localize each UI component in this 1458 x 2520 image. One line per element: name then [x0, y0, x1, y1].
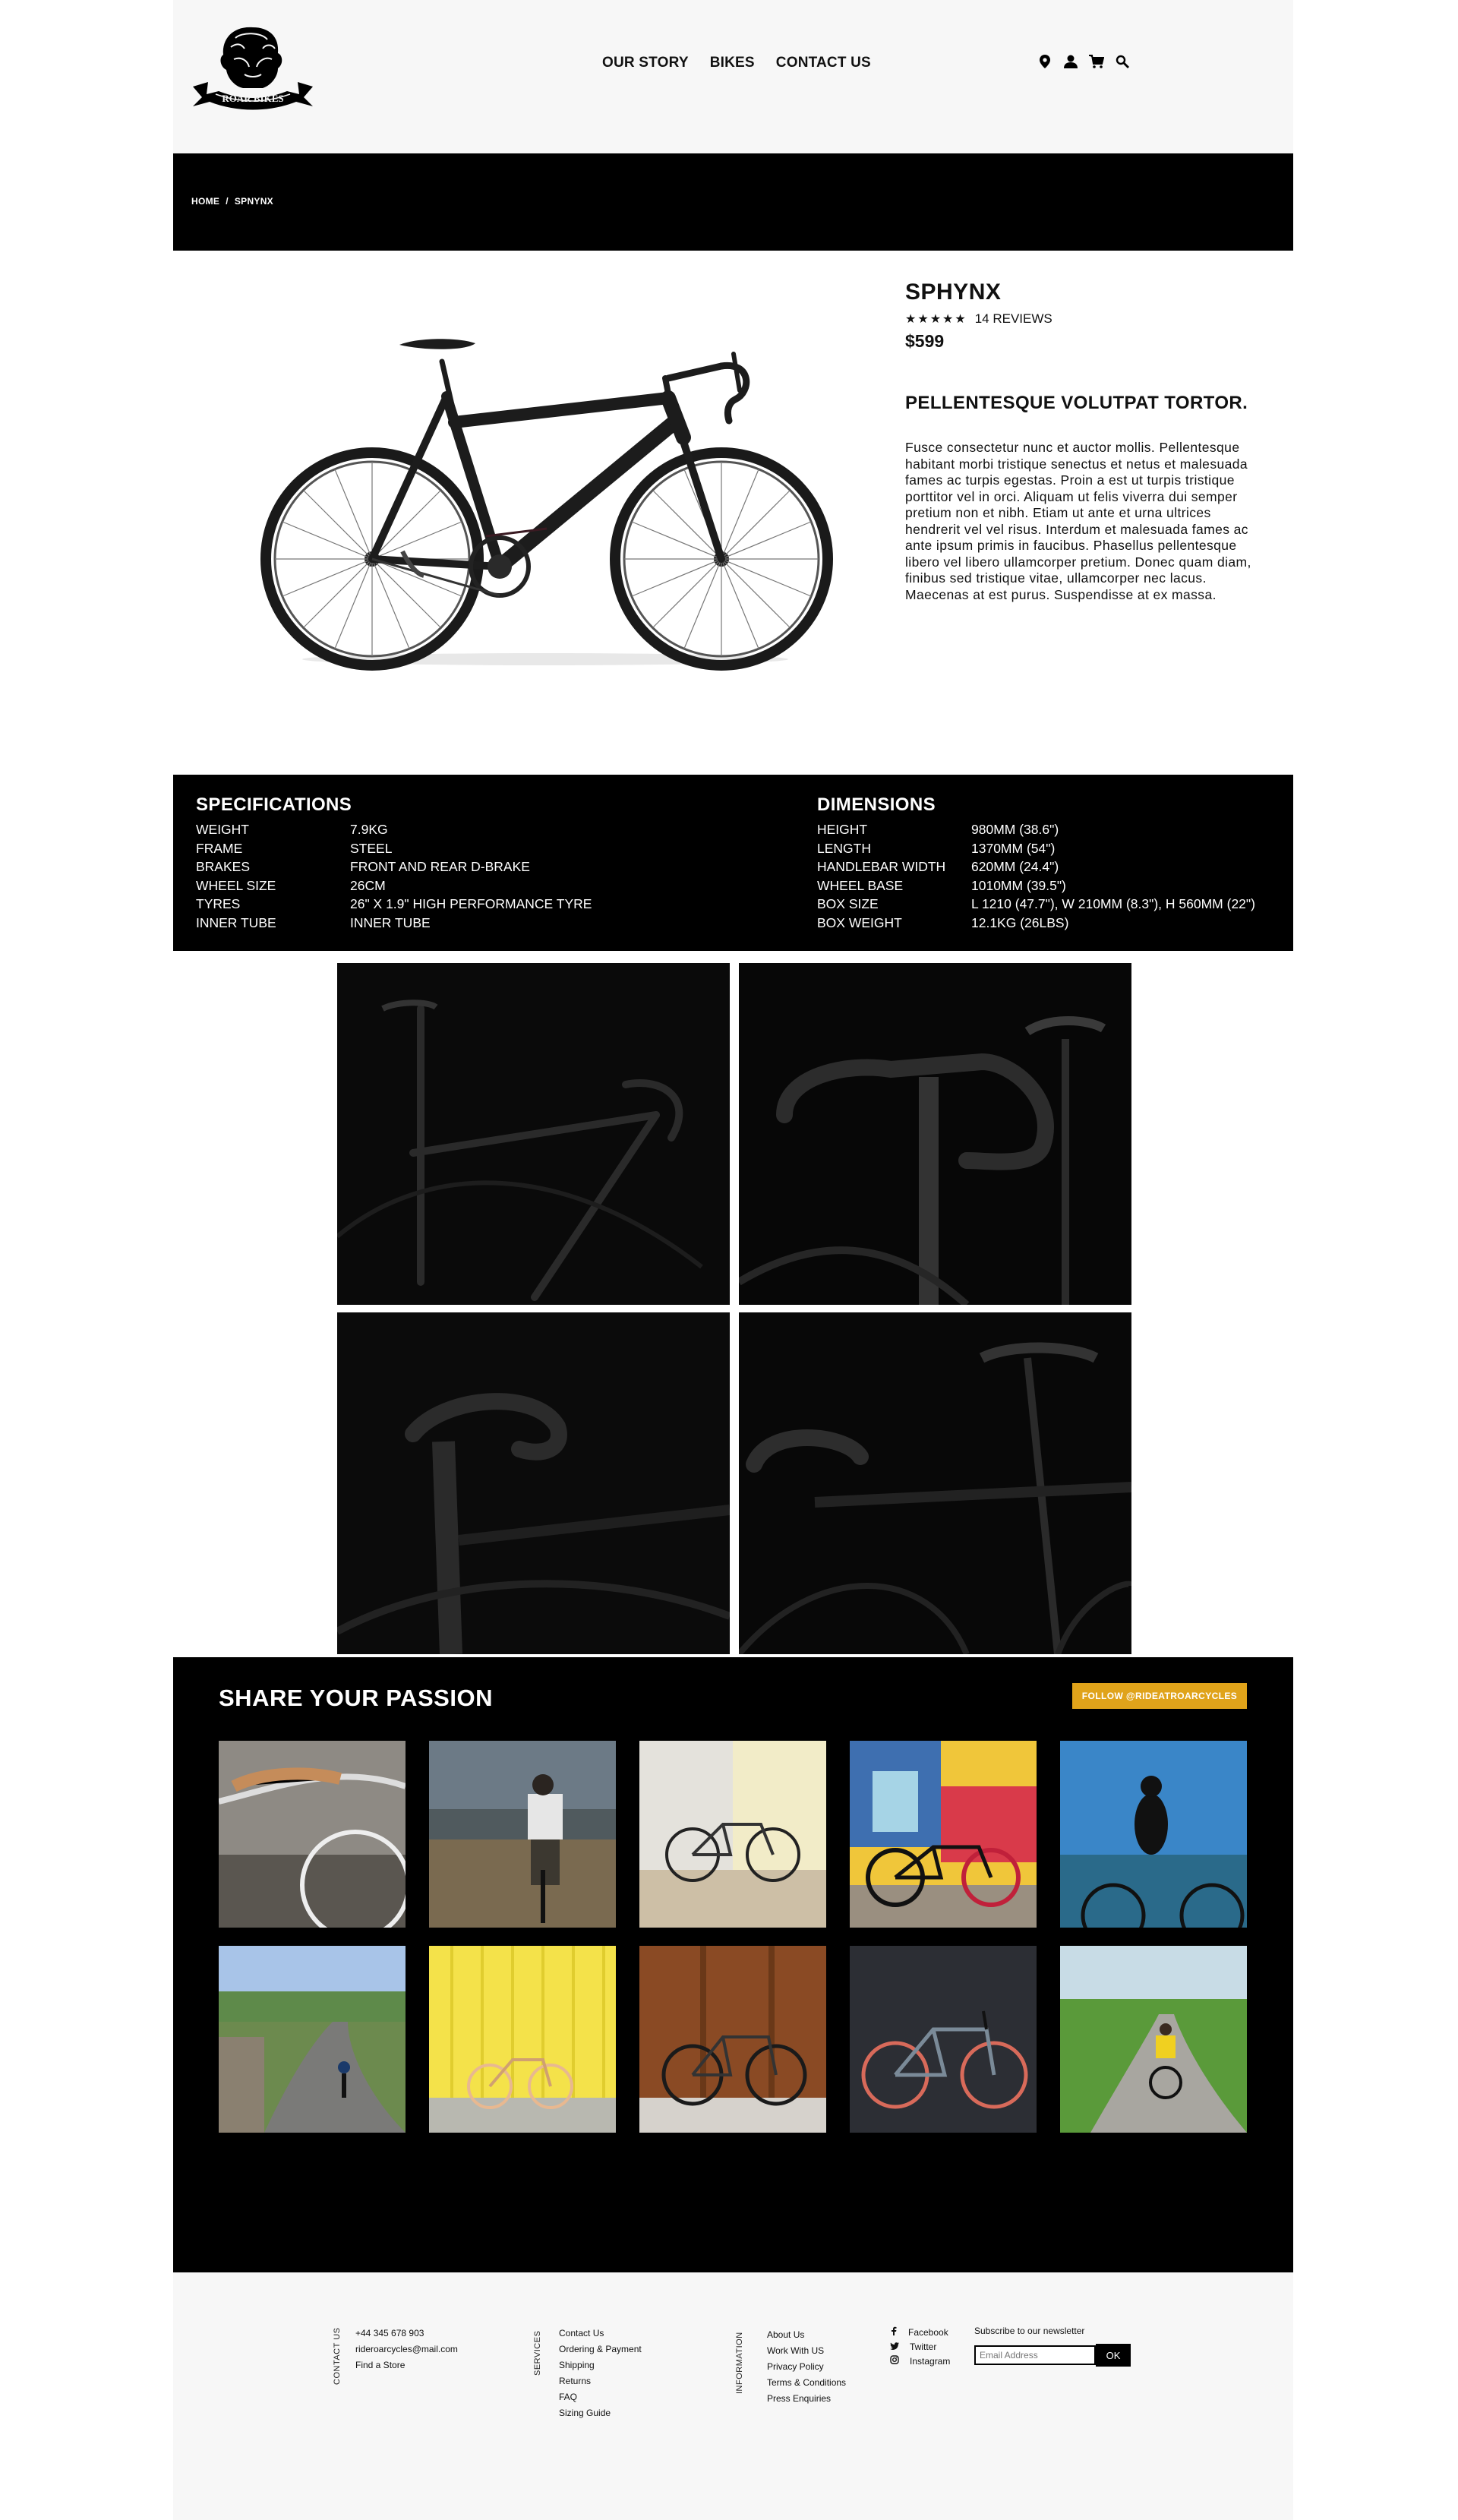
dimension-row: HANDLEBAR WIDTH 620MM (24.4") — [817, 859, 1059, 874]
footer-link[interactable]: Press Enquiries — [767, 2393, 832, 2404]
footer-link[interactable]: Contact Us — [559, 2328, 604, 2338]
footer-contact-label: CONTACT US — [333, 2327, 342, 2385]
passion-photo-9[interactable] — [850, 1946, 1037, 2133]
newsletter-label: Subscribe to our newsletter — [974, 2326, 1085, 2336]
social-instagram[interactable]: Instagram — [890, 2354, 950, 2369]
product-info — [905, 279, 1270, 603]
footer-information-label: INFORMATION — [735, 2332, 744, 2394]
passion-title: SHARE YOUR PASSION — [219, 1685, 493, 1711]
dimensions-table — [817, 794, 1255, 932]
location-icon[interactable] — [1037, 53, 1052, 70]
breadcrumb-current: SPNYNX — [234, 196, 273, 207]
footer-find-store[interactable]: Find a Store — [355, 2360, 406, 2370]
product-section — [173, 251, 1293, 775]
footer-link[interactable]: About Us — [767, 2329, 805, 2340]
dimension-row: BOX SIZE L 1210 (47.7"), W 210MM (8.3"), H 560MM (22") — [817, 896, 1255, 911]
footer-link[interactable]: Privacy Policy — [767, 2361, 824, 2372]
social-twitter[interactable]: Twitter — [890, 2340, 950, 2354]
spec-row: FRAME STEEL — [196, 840, 393, 856]
footer-link[interactable]: Returns — [559, 2376, 592, 2386]
product-subheading: PELLENTESQUE VOLUTPAT TORTOR. — [905, 393, 1248, 413]
spec-row: WEIGHT 7.9KG — [196, 822, 388, 837]
site-header — [173, 0, 1293, 153]
footer-link[interactable]: Terms & Conditions — [767, 2377, 847, 2388]
breadcrumb-band — [173, 153, 1293, 251]
facebook-icon — [890, 2326, 898, 2340]
spec-row: INNER TUBE INNER TUBE — [196, 914, 431, 930]
passion-photo-6[interactable] — [219, 1946, 406, 2133]
dimension-row: WHEEL BASE 1010MM (39.5") — [817, 877, 1066, 893]
nav-our-story[interactable]: OUR STORY — [602, 55, 689, 71]
twitter-icon — [890, 2340, 899, 2354]
footer-link[interactable]: FAQ — [559, 2392, 578, 2402]
newsletter-email-input[interactable] — [974, 2345, 1096, 2365]
follow-instagram-button[interactable]: FOLLOW @RIDEATROARCYCLES — [1072, 1683, 1247, 1709]
spec-row: WHEEL SIZE 26CM — [196, 877, 386, 893]
social-facebook[interactable]: Facebook — [890, 2326, 950, 2340]
search-icon[interactable] — [1115, 53, 1130, 70]
review-count[interactable]: 14 REVIEWS — [974, 311, 1052, 326]
main-nav — [602, 55, 871, 71]
nav-bikes[interactable]: BIKES — [709, 55, 755, 71]
footer-social-list — [890, 2326, 950, 2369]
passion-photo-1[interactable] — [219, 1741, 406, 1928]
specifications-title: SPECIFICATIONS — [196, 794, 352, 815]
cart-icon[interactable] — [1089, 53, 1104, 70]
header-icons — [1037, 53, 1130, 70]
dimension-row: LENGTH 1370MM (54") — [817, 840, 1056, 856]
dimension-row: BOX WEIGHT 12.1KG (26LBS) — [817, 914, 1069, 930]
gallery-image-seat[interactable] — [739, 1312, 1131, 1654]
dimension-row: HEIGHT 980MM (38.6") — [817, 822, 1059, 837]
instagram-icon — [890, 2354, 899, 2369]
footer-contact-list — [355, 2326, 458, 2373]
user-icon[interactable] — [1063, 53, 1078, 70]
nav-contact-us[interactable]: CONTACT US — [775, 55, 871, 71]
passion-photo-8[interactable] — [639, 1946, 826, 2133]
gallery-image-frame[interactable] — [337, 963, 730, 1305]
dimensions-title: DIMENSIONS — [817, 794, 936, 815]
gallery-image-front[interactable] — [337, 1312, 730, 1654]
product-description: Fusce consectetur nunc et auctor mollis. Pellentesque habitant morbi tristique senectus et netus et malesuada fames ac turpis egestas. Proin a est ut turpis tristique porttitor vel in orci. Aliquam ut felis viverra dui semper pretium non et nibh. Etiam ut ante et urna ultrices hendrerit vel vel risus. Interdum et malesuada fames ac ante ipsum primis in faucibus. Phasellus pellentesque libero vel libero ullamcorper pretium. Donec quam diam, finibus sed tristique vitae, ullamcorper nec lacus. Maecenas at est purus. Suspendisse at ex massa. — [905, 440, 1251, 602]
breadcrumb-home[interactable]: HOME — [191, 196, 220, 207]
breadcrumb — [191, 196, 273, 207]
logo-wordmark: ROAR BIKES — [222, 93, 284, 104]
product-name: SPHYNX — [905, 279, 1002, 305]
specifications-table — [196, 794, 592, 932]
passion-photo-3[interactable] — [639, 1741, 826, 1928]
passion-photo-7[interactable] — [429, 1946, 616, 2133]
product-rating[interactable] — [905, 311, 1270, 327]
breadcrumb-separator: / — [226, 196, 229, 207]
detail-gallery — [173, 951, 1293, 1657]
footer-link[interactable]: Work With US — [767, 2345, 825, 2356]
site-footer — [173, 2272, 1293, 2520]
footer-information-list — [767, 2327, 846, 2407]
passion-photo-10[interactable] — [1060, 1946, 1247, 2133]
footer-email[interactable]: rideroarcycles@mail.com — [355, 2344, 458, 2354]
product-bike-image — [258, 308, 835, 673]
footer-link[interactable]: Ordering & Payment — [559, 2344, 642, 2354]
footer-phone[interactable]: +44 345 678 903 — [355, 2328, 424, 2338]
spec-row: BRAKES FRONT AND REAR D-BRAKE — [196, 859, 530, 874]
footer-link[interactable]: Shipping — [559, 2360, 595, 2370]
rating-stars: ★★★★★ — [905, 313, 967, 326]
footer-services-list — [559, 2326, 642, 2421]
page — [173, 0, 1293, 2520]
product-price: $599 — [905, 331, 945, 351]
footer-services-label: SERVICES — [533, 2330, 542, 2376]
spec-row: TYRES 26" X 1.9" HIGH PERFORMANCE TYRE — [196, 896, 592, 911]
passion-photo-4[interactable] — [850, 1741, 1037, 1928]
newsletter-submit-button[interactable]: OK — [1096, 2344, 1131, 2367]
specs-section — [173, 775, 1293, 951]
share-passion-section — [173, 1657, 1293, 2272]
gallery-image-handlebar[interactable] — [739, 963, 1131, 1305]
footer-link[interactable]: Sizing Guide — [559, 2408, 611, 2418]
passion-photo-2[interactable] — [429, 1741, 616, 1928]
passion-photo-5[interactable] — [1060, 1741, 1247, 1928]
brand-logo[interactable] — [188, 21, 317, 117]
